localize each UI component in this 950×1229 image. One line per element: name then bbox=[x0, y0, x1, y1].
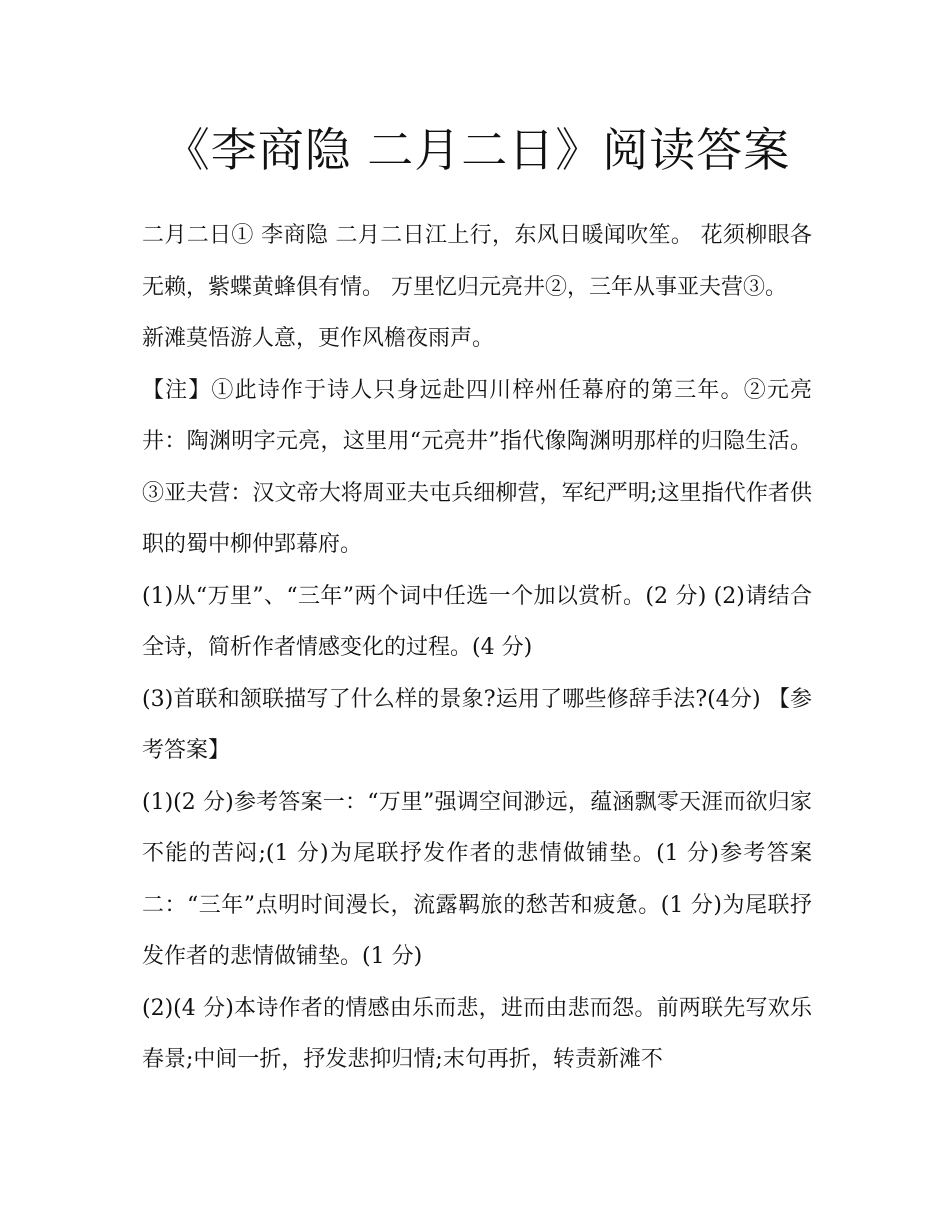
answer-paragraph-2: (2)(4 分)本诗作者的情感由乐而悲，进而由悲而怨。前两联先写欢乐春景;中间一折，抒发悲抑归情;末句再折，转责新滩不 bbox=[142, 995, 812, 1072]
question-paragraph-2: (3)首联和颔联描写了什么样的景象?运用了哪些修辞手法?(4分) 【参考答案】 bbox=[142, 686, 812, 763]
answer-paragraph-1: (1)(2 分)参考答案一：“万里”强调空间渺远，蕴涵飘零天涯而欲归家不能的苦闷;(1 分)为尾联抒发作者的悲情做铺垫。(1 分)参考答案二：“三年”点明时间漫长，流露羁旅的愁苦和疲惫。(1 分)为尾联抒发作者的悲情做铺垫。(1 分) bbox=[142, 789, 812, 969]
poem-text-paragraph: 二月二日① 李商隐 二月二日江上行，东风日暖闻吹笙。 花须柳眼各无赖，紫蝶黄蜂俱有情。 万里忆归元亮井②，三年从事亚夫营③。 bbox=[142, 223, 812, 300]
poem-last-line-paragraph: 新滩莫悟游人意，更作风檐夜雨声。 bbox=[142, 326, 495, 351]
document-title: 《李商隐 二月二日》阅读答案 bbox=[163, 123, 791, 177]
question-paragraph-1: (1)从“万里”、“三年”两个词中任选一个加以赏析。(2 分) (2)请结合全诗，简析作者情感变化的过程。(4 分) bbox=[142, 583, 812, 660]
notes-paragraph: 【注】①此诗作于诗人只身远赴四川梓州任幕府的第三年。②元亮井：陶渊明字元亮，这里用“元亮井”指代像陶渊明那样的归隐生活。③亚夫营：汉文帝大将周亚夫屯兵细柳营，军纪严明;这里指代作者供职的蜀中柳仲郢幕府。 bbox=[142, 377, 812, 557]
